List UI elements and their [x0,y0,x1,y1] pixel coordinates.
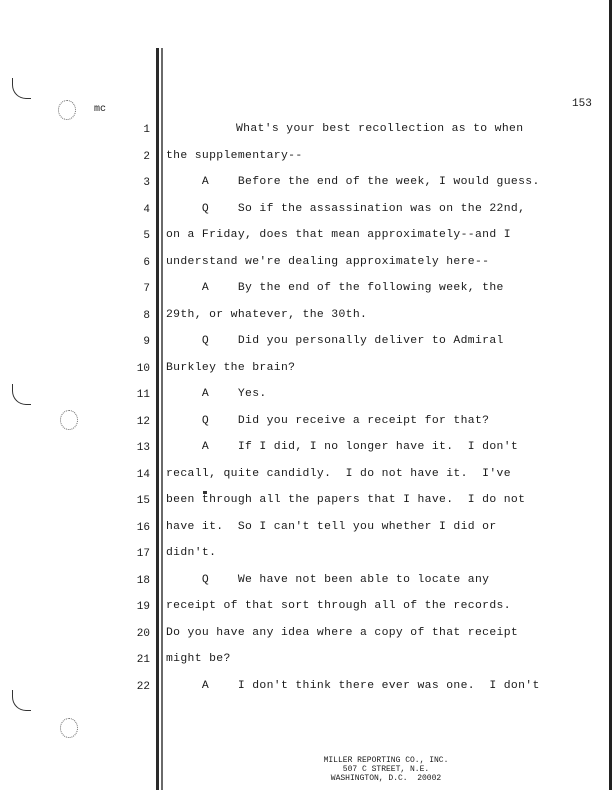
line-number: 5 [143,230,150,242]
reporter-initials: mc [94,104,107,115]
line-number: 17 [136,548,150,560]
line-number: 13 [136,442,150,454]
line-text: been through all the papers that I have. I do not [166,494,526,506]
line-text: 29th, or whatever, the 30th. [166,308,368,321]
line-number: 7 [143,283,150,295]
transcript-line [0,652,612,672]
line-number: 1 [143,124,150,136]
transcript-line [0,228,612,248]
transcript-line [0,440,612,460]
paper-blot [60,718,78,738]
transcript-line [0,308,612,328]
transcript-line [0,520,612,540]
line-text: understand we're dealing approximately here-- [166,255,490,268]
transcript-line [0,255,612,275]
footer-street: 507 C STREET, N.E. [342,765,430,774]
transcript-line [0,467,612,487]
transcript-line [0,414,612,434]
line-text: the supplementary-- [166,149,303,162]
line-number: 3 [143,177,150,189]
transcript-line [0,202,612,222]
page-number: 153 [572,98,592,110]
line-text: Q We have not been able to locate any [166,573,490,586]
line-text: A By the end of the following week, the [166,282,504,294]
line-number: 8 [143,309,150,322]
line-number: 15 [136,495,150,507]
line-number: 21 [136,654,150,666]
line-text: A I don't think there ever was one. I don't [166,679,540,692]
line-number: 4 [143,203,150,216]
transcript-line [0,546,612,566]
transcript-line [0,281,612,301]
footer-company: MILLER REPORTING CO., INC. [323,756,449,765]
line-number: 12 [136,415,150,428]
line-text: Q Did you personally deliver to Admiral [166,335,504,347]
transcript-line [0,493,612,513]
line-text: A Before the end of the week, I would guess. [166,176,540,188]
transcript-line [0,334,612,354]
line-number: 9 [143,336,150,348]
transcript-line [0,387,612,407]
line-number: 19 [136,601,150,613]
line-number: 2 [143,150,150,163]
line-text: A Yes. [166,388,267,400]
transcript-line [0,149,612,169]
line-text: Burkley the brain? [166,361,296,374]
line-number: 11 [136,389,150,401]
transcript-line [0,599,612,619]
line-text: on a Friday, does that mean approximately--and I [166,229,511,241]
footer-city: WASHINGTON, D.C. 20002 [330,774,442,783]
transcript-line [0,679,612,699]
line-text: Do you have any idea where a copy of that receipt [166,626,519,639]
transcript-line [0,361,612,381]
line-text: A If I did, I no longer have it. I don't [166,441,519,453]
reporter-footer [296,756,476,783]
line-number: 16 [136,521,150,534]
line-text: recall, quite candidly. I do not have it. I've [166,467,511,480]
line-text: might be? [166,653,231,665]
transcript-line [0,626,612,646]
line-number: 22 [136,680,150,693]
transcript-line [0,573,612,593]
line-number: 20 [136,627,150,640]
paper-blot [58,100,76,120]
line-text: have it. So I can't tell you whether I did or [166,520,497,533]
line-number: 10 [136,362,150,375]
line-number: 18 [136,574,150,587]
line-text: What's your best recollection as to when [236,123,524,135]
line-text: Q So if the assassination was on the 22nd, [166,202,526,215]
line-text: Q Did you receive a receipt for that? [166,414,490,427]
punch-hole-mark [12,78,31,99]
transcript-line [0,122,612,142]
line-text: receipt of that sort through all of the records. [166,600,511,612]
line-number: 14 [136,468,150,481]
line-number: 6 [143,256,150,269]
line-text: didn't. [166,547,217,559]
transcript-line [0,175,612,195]
